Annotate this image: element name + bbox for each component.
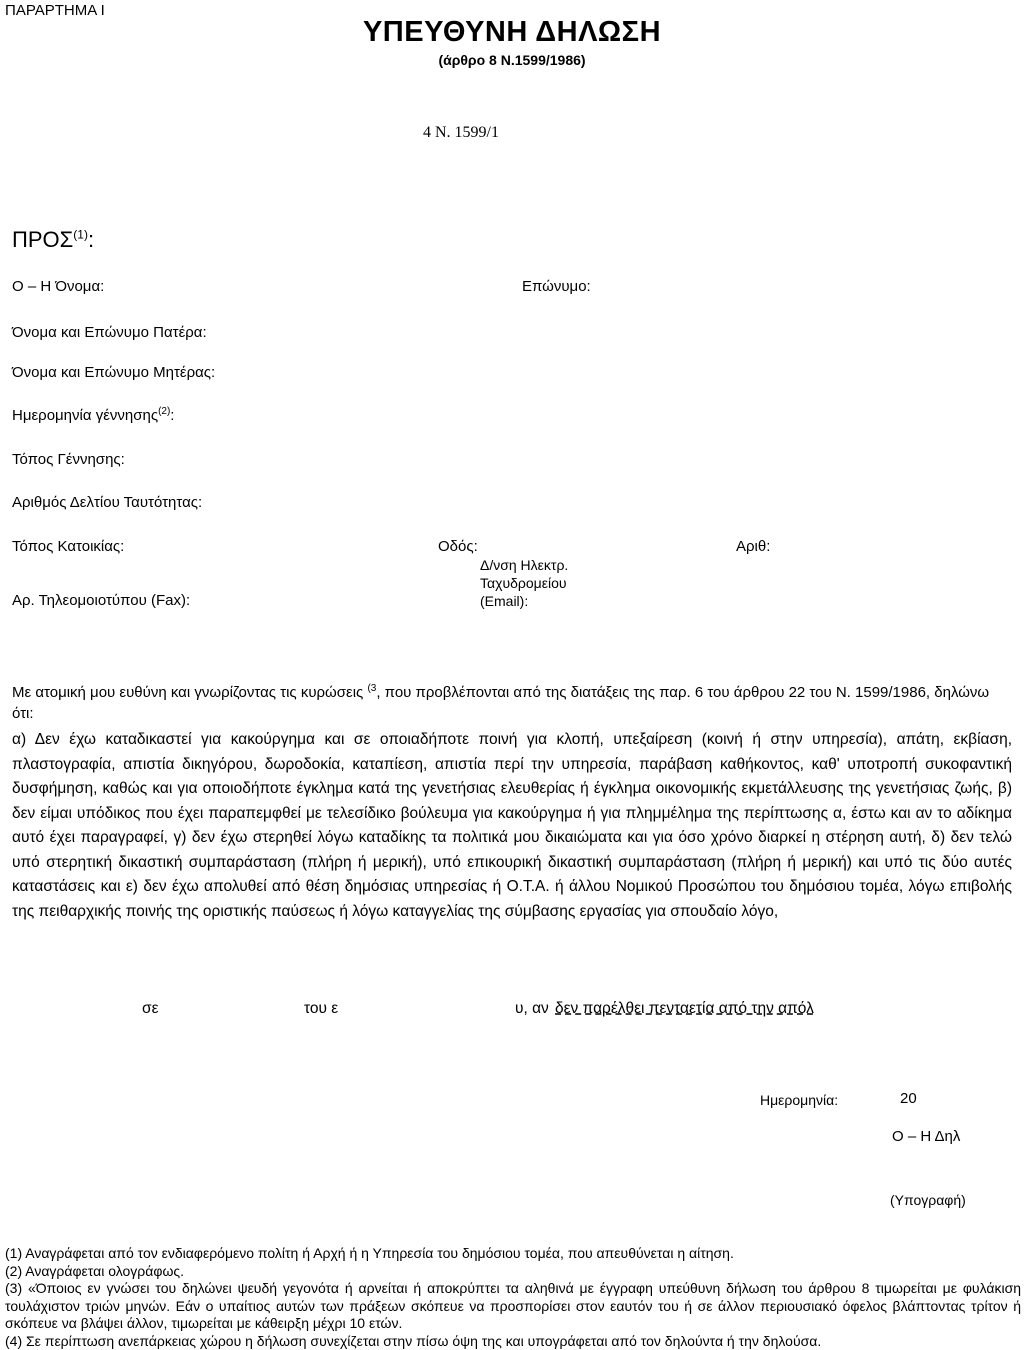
declarant-label: Ο – Η Δηλ [892,1128,960,1145]
footnote: (4) Σε περίπτωση ανεπάρκειας χώρου η δήλωση συνεχίζεται στην πίσω όψη της και υπογράφεται από τον δηλούντα ή την δηλούσα. [5,1333,1021,1350]
document-title: ΥΠΕΥΘΥΝΗ ΔΗΛΩΣΗ [0,16,1024,49]
first-name-field-label: Ο – Η Όνομα: [12,278,104,295]
date-label: Ημερομηνία: [760,1092,838,1108]
footnote: (3) «Όποιος εν γνώσει του δηλώνει ψευδή γεγονότα ή αρνείται ή αποκρύπτει τα αληθινά με έγγραφη υπεύθυνη δήλωση του άρθρου 8 τιμωρείται με φυλάκιση τουλάχιστον τριών μηνών. Εάν ο υπαίτιος αυτών των πράξεων σκόπευε να προσπορίσει στον εαυτόν του ή σε άλλον περιουσιακό όφελος βλάπτοντας τρίτον ή σκόπευε να βλάψει άλλον, τιμωρείται με κάθειρξη μέχρι 10 ετών. [5,1280,1021,1333]
law-reference: 4 Ν. 1599/1 [423,124,499,142]
declaration-intro: Με ατομική μου ευθύνη και γνωρίζοντας τις κυρώσεις $^{(3}$, που προβλέπονται από της διατάξεις της παρ. 6 του άρθρου 22 του Ν. 1599/1986, δηλώνω ότι: [12,678,1012,724]
footnotes [5,1245,1021,1350]
annex-label: ΠΑΡΑΡΤΗΜΑ Ι [5,2,105,19]
father-name-field-label: Όνομα και Επώνυμο Πατέρα: [12,324,207,341]
street-number-field-label: Αριθ: [736,538,770,555]
declaration-body: α) Δεν έχω καταδικαστεί για κακούργημα και σε οποιαδήποτε ποινή για κλοπή, υπεξαίρεση (κοινή ή στην υπηρεσία), απάτη, εκβίαση, πλαστογραφία, απιστία δικηγόρου, δωροδοκία, καταπίεση, απιστία περί την υπηρεσία, παράβαση καθήκοντος, καθ' υποτροπή συκοφαντική δυσφήμηση, καθώς και για οποιοδήποτε έγκλημα κατά της γενετήσιας ελευθερίας ή έγκλημα οικονομικής εκμετάλλευσης της γενετήσιας ζωής, β) δεν είμαι υπόδικος που έχει παραπεμφθεί με τελεσίδικο βούλευμα για κακούργημα ή για πλημμέλημα της περίπτωσης α, έστω και αν το αδίκημα αυτό έχει παραγραφεί, γ) δεν έχω στερηθεί λόγω καταδίκης τα πολιτικά μου δικαιώματα και για όσο χρόνο διαρκεί η στέρηση αυτή, δ) δεν τελώ υπό στερητική δικαστική συμπαράσταση (πλήρη ή μερική), υπό επικουρική δικαστική συμπαράσταση (πλήρη ή μερική) και υπό τις δύο αυτές καταστάσεις και ε) δεν έχω απολυθεί από θέση δημόσιας υπηρεσίας ή Ο.Τ.Α. ή άλλου Νομικού Προσώπου του δημόσιου τομέα, λόγω επιβολής της πειθαρχικής ποινής της οριστικής παύσεως ή λόγω καταγγελίας της σύμβασης εργασίας για σπουδαίο λόγο, [12,728,1012,924]
footnote: (2) Αναγράφεται ολογράφως. [5,1263,1021,1281]
last-name-field-label: Επώνυμο: [522,278,591,295]
document-subtitle: (άρθρο 8 Ν.1599/1986) [0,52,1024,68]
fax-field-label: Αρ. Τηλεομοιοτύπου (Fax): [12,592,190,609]
residence-field-label: Τόπος Κατοικίας: [12,538,124,555]
mother-name-field-label: Όνομα και Επώνυμο Μητέρας: [12,364,215,381]
recipient-label: ΠΡΟΣ$^{(1)}$: [12,227,94,253]
id-number-field-label: Αριθμός Δελτίου Ταυτότητας: [12,494,202,511]
date-year: 20 [900,1090,917,1107]
signature-label: (Υπογραφή) [890,1192,966,1208]
street-field-label: Οδός: [438,538,478,555]
footnote: (1) Αναγράφεται από τον ενδιαφερόμενο πολίτη ή Αρχή ή η Υπηρεσία του δημόσιου τομέα, που απευθύνεται η αίτηση. [5,1245,1021,1263]
email-field-label: Δ/νση Ηλεκτρ. Ταχυδρομείου (Email): [480,556,568,610]
birth-place-field-label: Τόπος Γέννησης: [12,451,125,468]
birth-date-field-label: Ημερομηνία γέννησης$^{(2)}$: [12,406,174,424]
